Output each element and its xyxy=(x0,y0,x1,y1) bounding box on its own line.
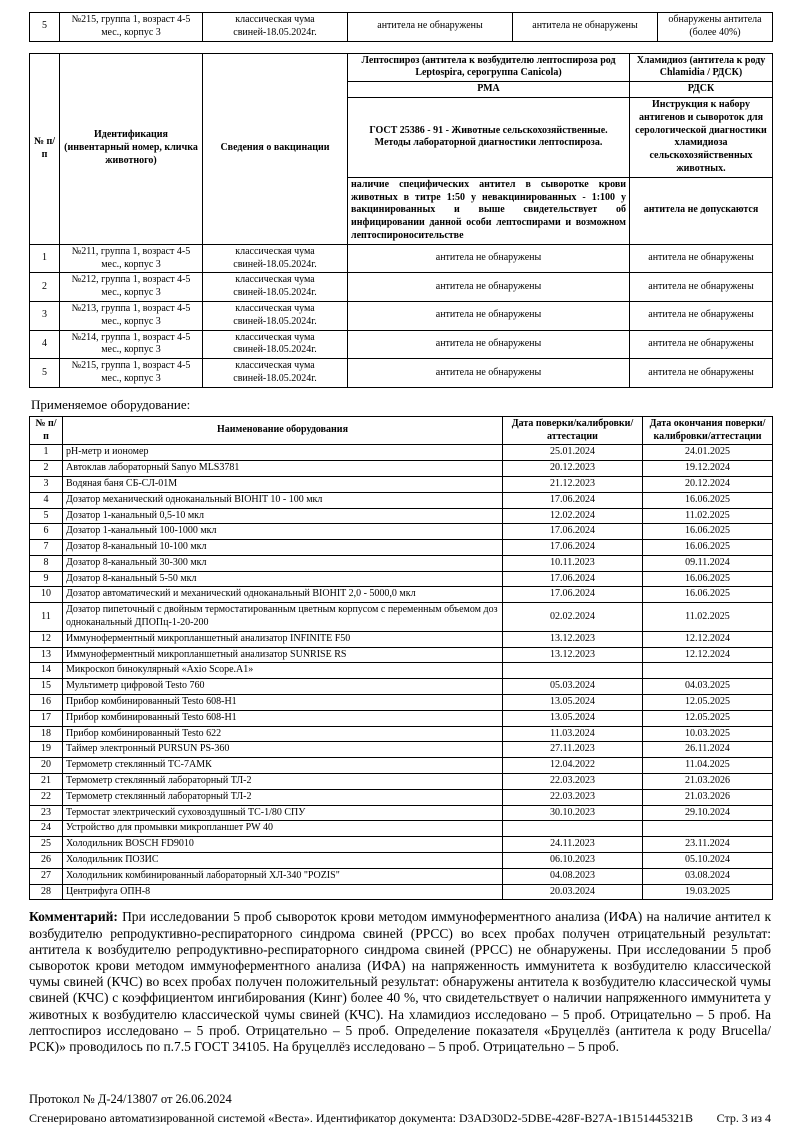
col-header-equipment-name: Наименование оборудования xyxy=(63,416,503,445)
animal-id: №215, группа 1, возраст 4-5 мес., корпус 3 xyxy=(60,13,203,42)
row-number: 25 xyxy=(30,837,63,853)
calibration-end-date: 16.06.2025 xyxy=(643,524,773,540)
table-row xyxy=(30,868,773,884)
table-row xyxy=(30,13,773,42)
calibration-date: 12.02.2024 xyxy=(503,508,643,524)
equipment-name: Дозатор 1-канальный 0,5-10 мкл xyxy=(63,508,503,524)
calibration-end-date: 20.12.2024 xyxy=(643,476,773,492)
calibration-date: 25.01.2024 xyxy=(503,445,643,461)
calibration-end-date: 16.06.2025 xyxy=(643,492,773,508)
table-row xyxy=(30,789,773,805)
row-number: 11 xyxy=(30,603,63,632)
equipment-table-body xyxy=(30,445,773,900)
row-number: 9 xyxy=(30,571,63,587)
row-number: 6 xyxy=(30,524,63,540)
row-number: 28 xyxy=(30,884,63,900)
calibration-end-date: 11.02.2025 xyxy=(643,508,773,524)
row-number: 20 xyxy=(30,758,63,774)
vaccination-info: классическая чума свиней-18.05.2024г. xyxy=(203,244,348,273)
calibration-end-date: 03.08.2024 xyxy=(643,868,773,884)
row-number: 1 xyxy=(30,445,63,461)
equipment-name: Термометр стеклянный лабораторный ТЛ-2 xyxy=(63,789,503,805)
generated-by-line: Сгенерировано автоматизированной системой «Веста». Идентификатор документа: D3AD30D2-5DBE-428F-B27A-1B151445321B xyxy=(29,1111,693,1125)
table-row xyxy=(30,603,773,632)
row-number: 12 xyxy=(30,631,63,647)
calibration-date: 06.10.2023 xyxy=(503,853,643,869)
equipment-name: Холодильник ПОЗИС xyxy=(63,853,503,869)
equipment-name: Прибор комбинированный Testo 622 xyxy=(63,726,503,742)
row-number: 14 xyxy=(30,663,63,679)
calibration-date: 21.12.2023 xyxy=(503,476,643,492)
equipment-name: Дозатор пипеточный с двойным термостатированным цветным корпусом с переменным объемом доз одноканальный ДПОПц-1-20-200 xyxy=(63,603,503,632)
results-table-continued xyxy=(29,12,773,42)
table-row xyxy=(30,647,773,663)
chlamydia-standard: Инструкция к набору антигенов и сывороток для серологической диагностики хламидиоза сельскохозяйственных животных. xyxy=(630,97,773,177)
table-row xyxy=(30,476,773,492)
table-row xyxy=(30,679,773,695)
table-row xyxy=(30,758,773,774)
calibration-date: 04.08.2023 xyxy=(503,868,643,884)
table-row xyxy=(30,631,773,647)
protocol-number-line: Протокол № Д-24/13807 от 26.06.2024 xyxy=(29,1092,232,1106)
equipment-name: Дозатор 8-канальный 30-300 мкл xyxy=(63,555,503,571)
table-row xyxy=(30,853,773,869)
calibration-date: 20.03.2024 xyxy=(503,884,643,900)
calibration-date: 17.06.2024 xyxy=(503,571,643,587)
table-row xyxy=(30,821,773,837)
table-row xyxy=(30,540,773,556)
equipment-name: Дозатор автоматический и механический одноканальный BIOHIT 2,0 - 5000,0 мкл xyxy=(63,587,503,603)
calibration-end-date: 12.05.2025 xyxy=(643,695,773,711)
calibration-date: 02.02.2024 xyxy=(503,603,643,632)
calibration-date: 24.11.2023 xyxy=(503,837,643,853)
table-row xyxy=(30,805,773,821)
calibration-end-date: 21.03.2026 xyxy=(643,789,773,805)
calibration-end-date: 04.03.2025 xyxy=(643,679,773,695)
calibration-end-date xyxy=(643,821,773,837)
vaccination-info: классическая чума свиней-18.05.2024г. xyxy=(203,273,348,302)
row-number: 1 xyxy=(30,244,60,273)
table-header-row xyxy=(30,53,773,82)
test-result-2: антитела не обнаружены xyxy=(513,13,658,42)
test-result-1: антитела не обнаружены xyxy=(348,13,513,42)
page-number: Стр. 3 из 4 xyxy=(716,1111,771,1125)
animal-id: №214, группа 1, возраст 4-5 мес., корпус 3 xyxy=(60,330,203,359)
equipment-name: Устройство для промывки микропланшет PW 40 xyxy=(63,821,503,837)
table-header-row xyxy=(30,416,773,445)
equipment-name: Термометр стеклянный ТС-7АМК xyxy=(63,758,503,774)
row-number: 18 xyxy=(30,726,63,742)
leptospirosis-result: антитела не обнаружены xyxy=(348,273,630,302)
table-row xyxy=(30,884,773,900)
row-number: 24 xyxy=(30,821,63,837)
leptospirosis-result: антитела не обнаружены xyxy=(348,359,630,388)
leptospirosis-standard: ГОСТ 25386 - 91 - Животные сельскохозяйственные. Методы лабораторной диагностики лептоспироза. xyxy=(348,97,630,177)
equipment-name: Дозатор 1-канальный 100-1000 мкл xyxy=(63,524,503,540)
table-row xyxy=(30,837,773,853)
row-number: 3 xyxy=(30,476,63,492)
table-row xyxy=(30,663,773,679)
calibration-date: 17.06.2024 xyxy=(503,587,643,603)
row-number: 5 xyxy=(30,359,60,388)
equipment-name: Холодильник комбинированный лабораторный ХЛ-340 "POZIS" xyxy=(63,868,503,884)
row-number: 3 xyxy=(30,301,60,330)
comment-text: При исследовании 5 проб сывороток крови методом иммуноферментного анализа (ИФА) на наличие антител к возбудителю репродуктивно-респираторного синдрома свиней (РРСС) во всех пробах получен отрицательный результат: антитела к возбудителю репродуктивно-респираторного синдрома свиней (РРСС) не обнаружены. При исследовании 5 проб сывороток крови методом иммуноферментного анализа (ИФА) на напряженность иммунитета к возбудителю классической чумы свиней (КЧС) во всех пробах получен положительный результат: обнаружены антитела к возбудителю классической чумы свиней (КЧС) с коэффициентом ингибирования (Кинг) более 40 %, что свидетельствует о наличии напряженного иммунитета у животных к возбудителю классической чумы свиней (КЧС). На хламидиоз исследовано – 5 проб. Отрицательно – 5 проб. На лептоспироз исследовано – 5 проб. Отрицательно – 5 проб. Определение показателя «Бруцеллёз (антитела к роду Brucella/РСК)» проводилось по п.7.5 ГОСТ 34105. На бруцеллёз исследовано – 5 проб. Отрицательно – 5 проб. xyxy=(29,909,771,1054)
calibration-end-date: 09.11.2024 xyxy=(643,555,773,571)
equipment-name: Иммуноферментный микропланшетный анализатор INFINITE F50 xyxy=(63,631,503,647)
leptospirosis-result: антитела не обнаружены xyxy=(348,301,630,330)
chlamydia-norm: антитела не допускаются xyxy=(630,177,773,244)
col-header-num: № п/п xyxy=(30,416,63,445)
calibration-date: 12.04.2022 xyxy=(503,758,643,774)
col-header-identification: Идентификация (инвентарный номер, кличка животного) xyxy=(60,53,203,244)
calibration-date: 13.05.2024 xyxy=(503,695,643,711)
calibration-end-date: 26.11.2024 xyxy=(643,742,773,758)
equipment-name: Таймер электронный PURSUN PS-360 xyxy=(63,742,503,758)
calibration-date xyxy=(503,663,643,679)
calibration-end-date: 10.03.2025 xyxy=(643,726,773,742)
calibration-end-date: 11.02.2025 xyxy=(643,603,773,632)
serology-table xyxy=(29,53,773,388)
table-row xyxy=(30,726,773,742)
equipment-name: Иммуноферментный микропланшетный анализатор SUNRISE RS xyxy=(63,647,503,663)
row-number: 26 xyxy=(30,853,63,869)
row-number: 13 xyxy=(30,647,63,663)
chlamydia-result: антитела не обнаружены xyxy=(630,273,773,302)
chlamydia-result: антитела не обнаружены xyxy=(630,330,773,359)
animal-id: №213, группа 1, возраст 4-5 мес., корпус 3 xyxy=(60,301,203,330)
calibration-date: 13.05.2024 xyxy=(503,710,643,726)
calibration-date: 17.06.2024 xyxy=(503,492,643,508)
page-footer xyxy=(29,1111,771,1126)
row-number: 16 xyxy=(30,695,63,711)
calibration-end-date: 16.06.2025 xyxy=(643,587,773,603)
equipment-name: Автоклав лабораторный Sanyo MLS3781 xyxy=(63,461,503,477)
calibration-date: 30.10.2023 xyxy=(503,805,643,821)
comment-paragraph xyxy=(29,909,771,1055)
table-row xyxy=(30,742,773,758)
row-number: 2 xyxy=(30,273,60,302)
row-number: 15 xyxy=(30,679,63,695)
test-result-3: обнаружены антитела (более 40%) xyxy=(658,13,773,42)
leptospirosis-result: антитела не обнаружены xyxy=(348,244,630,273)
row-number: 27 xyxy=(30,868,63,884)
equipment-name: Термостат электрический суховоздушный ТС-1/80 СПУ xyxy=(63,805,503,821)
calibration-date: 17.06.2024 xyxy=(503,540,643,556)
table-row xyxy=(30,587,773,603)
col-header-num: № п/п xyxy=(30,53,60,244)
calibration-date: 13.12.2023 xyxy=(503,647,643,663)
leptospirosis-norm: наличие специфических антител в сыворотке крови животных в титре 1:50 у невакцинированных - 1:100 у вакцинированных и выше свидетельствует об инфицировании данной особи лептоспирами и возможном лептоспироносительстве xyxy=(348,177,630,244)
col-header-calibration-date: Дата поверки/калибровки/аттестации xyxy=(503,416,643,445)
col-header-vaccination: Сведения о вакцинации xyxy=(203,53,348,244)
table-row xyxy=(30,445,773,461)
calibration-date: 13.12.2023 xyxy=(503,631,643,647)
equipment-name: Водяная баня СБ-СЛ-01М xyxy=(63,476,503,492)
animal-id: №211, группа 1, возраст 4-5 мес., корпус 3 xyxy=(60,244,203,273)
table-row xyxy=(30,461,773,477)
calibration-date xyxy=(503,821,643,837)
calibration-end-date: 05.10.2024 xyxy=(643,853,773,869)
table-row xyxy=(30,492,773,508)
chlamydia-header: Хламидиоз (антитела к роду Chlamidia / РДСК) xyxy=(630,53,773,82)
animal-id: №215, группа 1, возраст 4-5 мес., корпус 3 xyxy=(60,359,203,388)
calibration-end-date: 29.10.2024 xyxy=(643,805,773,821)
row-number: 19 xyxy=(30,742,63,758)
row-number: 4 xyxy=(30,492,63,508)
calibration-end-date: 19.03.2025 xyxy=(643,884,773,900)
table-row xyxy=(30,524,773,540)
equipment-name: Центрифуга ОПН-8 xyxy=(63,884,503,900)
calibration-end-date: 19.12.2024 xyxy=(643,461,773,477)
serology-table-body xyxy=(30,244,773,387)
leptospirosis-method: РМА xyxy=(348,82,630,98)
calibration-end-date: 16.06.2025 xyxy=(643,540,773,556)
equipment-table xyxy=(29,416,773,901)
equipment-name: Дозатор 8-канальный 10-100 мкл xyxy=(63,540,503,556)
row-number: 5 xyxy=(30,508,63,524)
row-number: 17 xyxy=(30,710,63,726)
equipment-name: Термометр стеклянный лабораторный ТЛ-2 xyxy=(63,774,503,790)
calibration-end-date: 12.12.2024 xyxy=(643,631,773,647)
table-row xyxy=(30,571,773,587)
row-number: 22 xyxy=(30,789,63,805)
table-row xyxy=(30,695,773,711)
table-row xyxy=(30,244,773,273)
vaccination-info: классическая чума свиней-18.05.2024г. xyxy=(203,301,348,330)
calibration-date: 20.12.2023 xyxy=(503,461,643,477)
chlamydia-result: антитела не обнаружены xyxy=(630,244,773,273)
calibration-date: 05.03.2024 xyxy=(503,679,643,695)
calibration-end-date: 23.11.2024 xyxy=(643,837,773,853)
leptospirosis-header: Лептоспироз (антитела к возбудителю лептоспироза род Leptospira, серогруппа Canicola) xyxy=(348,53,630,82)
row-number: 2 xyxy=(30,461,63,477)
row-number: 7 xyxy=(30,540,63,556)
vaccination-info: классическая чума свиней-18.05.2024г. xyxy=(203,359,348,388)
row-number: 21 xyxy=(30,774,63,790)
leptospirosis-result: антитела не обнаружены xyxy=(348,330,630,359)
equipment-name: рН-метр и иономер xyxy=(63,445,503,461)
row-number: 5 xyxy=(30,13,60,42)
calibration-end-date: 16.06.2025 xyxy=(643,571,773,587)
calibration-date: 22.03.2023 xyxy=(503,789,643,805)
calibration-end-date: 12.05.2025 xyxy=(643,710,773,726)
comment-label: Комментарий: xyxy=(29,909,118,925)
table-row xyxy=(30,710,773,726)
table-row xyxy=(30,301,773,330)
table-row xyxy=(30,555,773,571)
row-number: 8 xyxy=(30,555,63,571)
chlamydia-result: антитела не обнаружены xyxy=(630,359,773,388)
calibration-end-date: 21.03.2026 xyxy=(643,774,773,790)
table-row xyxy=(30,359,773,388)
equipment-name: Мультиметр цифровой Testo 760 xyxy=(63,679,503,695)
row-number: 4 xyxy=(30,330,60,359)
animal-id: №212, группа 1, возраст 4-5 мес., корпус 3 xyxy=(60,273,203,302)
calibration-date: 27.11.2023 xyxy=(503,742,643,758)
equipment-name: Микроскоп бинокулярный «Axio Scope.A1» xyxy=(63,663,503,679)
table-row xyxy=(30,774,773,790)
chlamydia-method: РДСК xyxy=(630,82,773,98)
calibration-end-date xyxy=(643,663,773,679)
col-header-calibration-end-date: Дата окончания поверки/калибровки/аттестации xyxy=(643,416,773,445)
calibration-end-date: 12.12.2024 xyxy=(643,647,773,663)
row-number: 23 xyxy=(30,805,63,821)
equipment-section-title: Применяемое оборудование: xyxy=(31,396,191,412)
calibration-end-date: 11.04.2025 xyxy=(643,758,773,774)
table-row xyxy=(30,330,773,359)
calibration-date: 17.06.2024 xyxy=(503,524,643,540)
vaccination-info: классическая чума свиней-18.05.2024г. xyxy=(203,13,348,42)
row-number: 10 xyxy=(30,587,63,603)
calibration-end-date: 24.01.2025 xyxy=(643,445,773,461)
equipment-name: Холодильник BOSCH FD9010 xyxy=(63,837,503,853)
calibration-date: 11.03.2024 xyxy=(503,726,643,742)
equipment-name: Прибор комбинированный Testo 608-Н1 xyxy=(63,695,503,711)
equipment-name: Дозатор 8-канальный 5-50 мкл xyxy=(63,571,503,587)
calibration-date: 10.11.2023 xyxy=(503,555,643,571)
page-bottom xyxy=(29,1086,771,1126)
equipment-name: Прибор комбинированный Testo 608-Н1 xyxy=(63,710,503,726)
vaccination-info: классическая чума свиней-18.05.2024г. xyxy=(203,330,348,359)
equipment-name: Дозатор механический одноканальный BIOHIT 10 - 100 мкл xyxy=(63,492,503,508)
chlamydia-result: антитела не обнаружены xyxy=(630,301,773,330)
calibration-date: 22.03.2023 xyxy=(503,774,643,790)
table-row xyxy=(30,508,773,524)
table-row xyxy=(30,273,773,302)
